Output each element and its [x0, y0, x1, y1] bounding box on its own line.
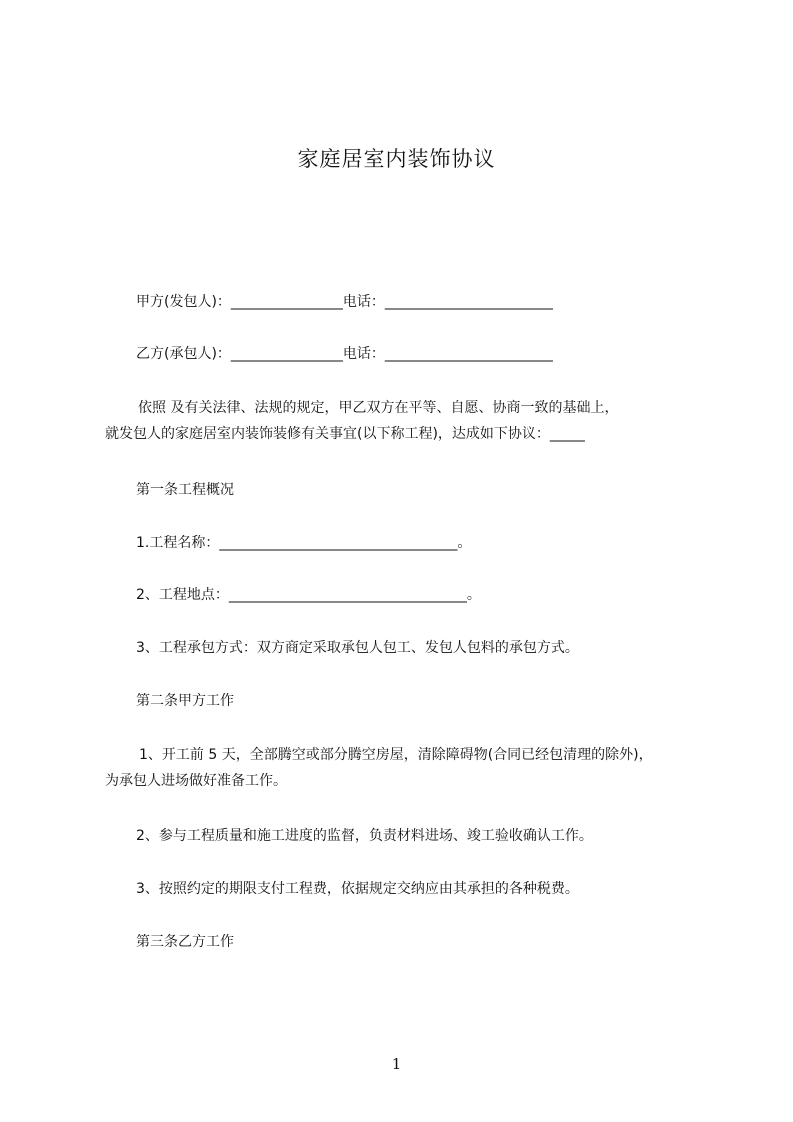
- page-number: 1: [391, 1055, 402, 1073]
- article-2-item-3: 3、按照约定的期限支付工程费，依据规定交纳应由其承担的各种税费。: [136, 881, 579, 897]
- article-2-item-1-line-1: 1、开工前 5 天，全部腾空或部分腾空房屋，清除障碍物(合同已经包清理的除外)，: [139, 747, 653, 763]
- party-b-line: 乙方(承包人)：________________电话：________________________: [136, 346, 553, 362]
- article-2-heading: 第二条甲方工作: [136, 693, 234, 709]
- article-1-item-1: 1.工程名称：__________________________________。: [136, 535, 472, 551]
- party-a-line: 甲方(发包人)：________________电话：________________________: [136, 294, 553, 310]
- article-3-heading: 第三条乙方工作: [136, 934, 234, 950]
- article-1-item-3: 3、工程承包方式：双方商定采取承包人包工、发包人包料的承包方式。: [136, 640, 579, 656]
- intro-line-2: 就发包人的家庭居室内装饰装修有关事宜(以下称工程)，达成如下协议：_____: [105, 426, 585, 442]
- article-1-heading: 第一条工程概况: [136, 482, 234, 498]
- document-title: 家庭居室内装饰协议: [297, 147, 496, 171]
- article-2-item-1-line-2: 为承包人进场做好准备工作。: [105, 773, 287, 789]
- intro-line-1: 依照 及有关法律、法规的规定，甲乙双方在平等、自愿、协商一致的基础上，: [138, 400, 619, 416]
- article-2-item-2: 2、参与工程质量和施工进度的监督，负责材料进场、竣工验收确认工作。: [136, 828, 593, 844]
- article-1-item-2: 2、工程地点：__________________________________。: [136, 587, 481, 603]
